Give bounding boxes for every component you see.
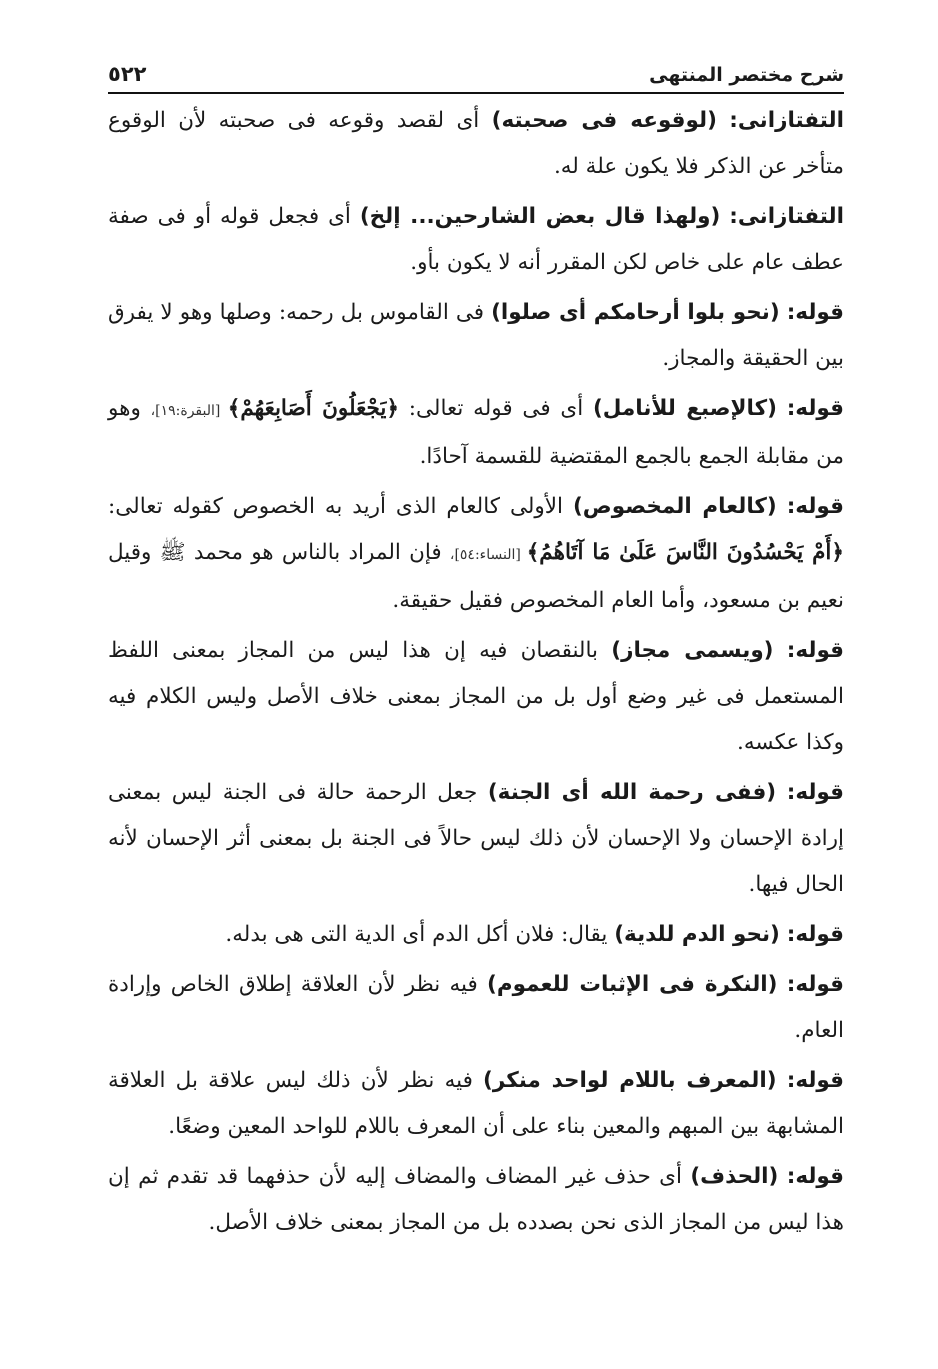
quoted-phrase: (كالعام المخصوص) xyxy=(572,494,777,519)
paragraph-11 xyxy=(108,1154,844,1246)
paragraph-7 xyxy=(108,770,844,908)
quran-verse: ﴿يَجْعَلُونَ أَصَابِعَهُمْ﴾ xyxy=(227,396,399,421)
quoted-phrase: (الحذف) xyxy=(690,1164,779,1189)
paragraph-body: بالنقصان فيه إن هذا ليس من المجاز بمعنى اللفظ المستعمل فى غير وضع أول بل من المجاز بمعنى خلاف الأصل وليس الكلام فيه وكذا عكسه. xyxy=(108,638,844,755)
verse-reference: [النساء:٥٤]، xyxy=(449,547,527,563)
paragraph-body: أى فى قوله تعالى: xyxy=(398,396,593,421)
paragraph-lead: التفتازانى: xyxy=(729,108,844,133)
quoted-phrase: (نحو الدم للدية) xyxy=(614,922,780,947)
paragraph-body: الأولى كالعام الذى أريد به الخصوص كقوله تعالى: xyxy=(108,494,573,519)
commentary-text xyxy=(108,94,844,1246)
quoted-phrase: (النكرة فى الإثبات للعموم) xyxy=(487,972,778,997)
quoted-phrase: (المعرف باللام لواحد منكر) xyxy=(483,1068,777,1093)
paragraph-body: فى القاموس بل رحمه: وصلها وهو لا يفرق بين الحقيقة والمجاز. xyxy=(108,300,844,371)
paragraph-body: أى فجعل قوله أو فى صفة عطف عام على خاص لكن المقرر أنه لا يكون بأو. xyxy=(108,204,844,275)
paragraph-3 xyxy=(108,290,844,382)
quoted-phrase: (نحو بلوا أرحامكم أى صلوا) xyxy=(491,300,780,325)
quoted-phrase: (كالإصبع للأنامل) xyxy=(592,396,777,421)
paragraph-9 xyxy=(108,962,844,1054)
paragraph-lead: قوله: xyxy=(786,780,844,805)
quoted-phrase: (ويسمى مجاز) xyxy=(611,638,774,663)
paragraph-lead: قوله: xyxy=(786,396,844,421)
paragraph-2 xyxy=(108,194,844,286)
paragraph-lead: قوله: xyxy=(786,300,844,325)
paragraph-6 xyxy=(108,628,844,766)
paragraph-body: أى لقصد وقوعه فى صحبته لأن الوقوع متأخر عن الذكر فلا يكون علة له. xyxy=(108,108,844,179)
paragraph-body: فإن المراد بالناس هو محمد ﷺ وقيل نعيم بن مسعود، وأما العام المخصوص فقيل حقيقة. xyxy=(108,540,844,613)
paragraph-lead: قوله: xyxy=(786,1164,844,1189)
paragraph-8 xyxy=(108,912,844,958)
paragraph-body: فيه نظر لأن العلاقة إطلاق الخاص وإرادة العام. xyxy=(108,972,844,1043)
book-title: شرح مختصر المنتهى xyxy=(649,64,844,86)
book-page xyxy=(108,52,844,1250)
paragraph-lead: قوله: xyxy=(786,638,845,663)
paragraph-body: فيه نظر لأن ذلك ليس علاقة بل العلاقة المشابهة بين المبهم والمعين بناء على أن المعرف باللام للواحد المعين وضعًا. xyxy=(108,1068,844,1139)
running-head xyxy=(108,52,844,94)
paragraph-lead: التفتازانى: xyxy=(729,204,844,229)
paragraph-body: جعل الرحمة حالة فى الجنة ليس بمعنى إرادة الإحسان ولا الإحسان لأن ذلك ليس حالاً فى الجنة بل بمعنى أثر الإحسان لأنه الحال فيها. xyxy=(108,780,844,897)
paragraph-lead: قوله: xyxy=(786,494,844,519)
quoted-phrase: (ولهذا قال بعض الشارحين... إلخ) xyxy=(359,204,721,229)
paragraph-1 xyxy=(108,98,844,190)
paragraph-lead: قوله: xyxy=(786,1068,844,1093)
paragraph-lead: قوله: xyxy=(786,972,844,997)
paragraph-10 xyxy=(108,1058,844,1150)
paragraph-body: أى حذف غير المضاف والمضاف إليه لأن حذفهما قد تقدم ثم إن هذا ليس من المجاز الذى نحن بصدده بل من المجاز بمعنى خلاف الأصل. xyxy=(108,1164,844,1235)
paragraph-lead: قوله: xyxy=(786,922,844,947)
paragraph-5 xyxy=(108,484,844,624)
paragraph-body: يقال: فلان أكل الدم أى الدية التى هى بدله. xyxy=(225,922,615,947)
quoted-phrase: (لوقوعه فى صحبته) xyxy=(491,108,717,133)
quoted-phrase: (ففى رحمة الله أى الجنة) xyxy=(487,780,777,805)
paragraph-body: وهو من مقابلة الجمع بالجمع المقتضية للقسمة آحادًا. xyxy=(108,396,844,469)
verse-reference: [البقرة:١٩]، xyxy=(150,403,228,419)
page-number: ٥٢٢ xyxy=(108,62,147,86)
paragraph-4 xyxy=(108,386,844,480)
quran-verse: ﴿أَمْ يَحْسُدُونَ النَّاسَ عَلَىٰ مَا آتَاهُمُ﴾ xyxy=(526,540,844,565)
